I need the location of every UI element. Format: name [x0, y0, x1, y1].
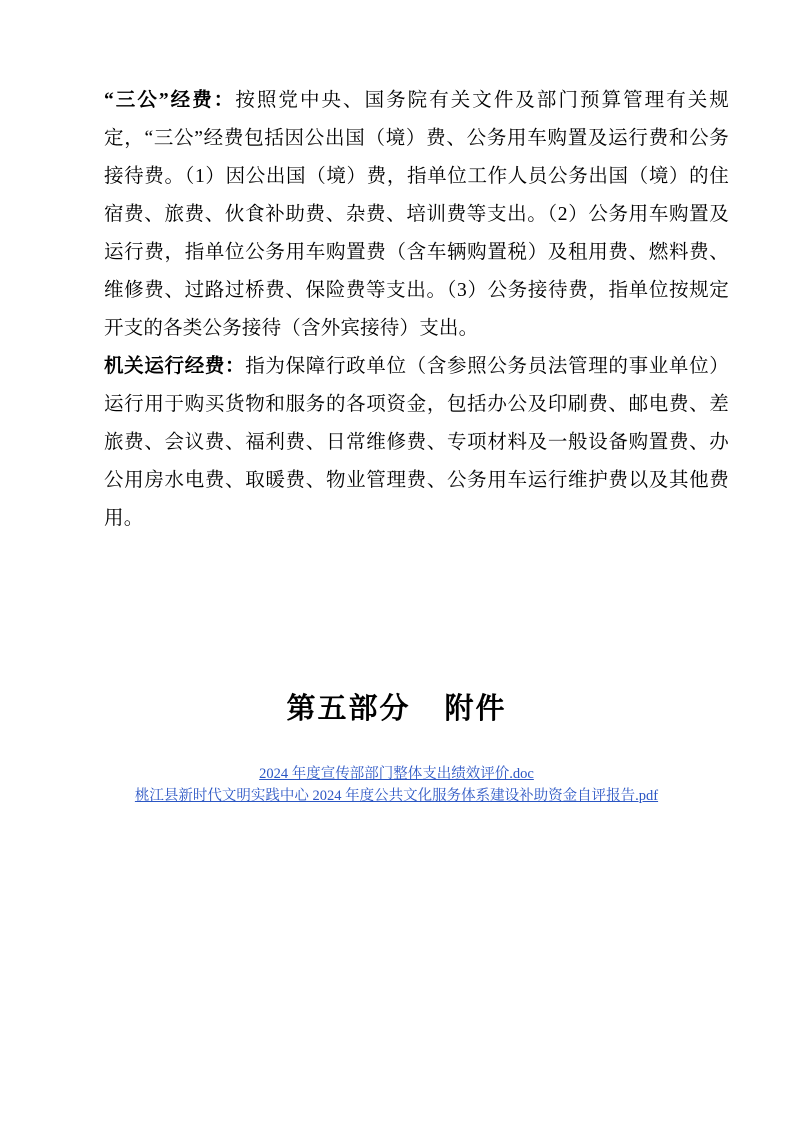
paragraph-three-public-funds — [64, 82, 729, 348]
paragraph-text: 指为保障行政单位（含参照公务员法管理的事业单位）运行用于购买货物和服务的各项资金，包括办公及印刷费、邮电费、差旅费、会议费、福利费、日常维修费、专项材料及一般设备购置费、办公用房水电费、取暖费、物业管理费、公务用车运行维护费以及其他费用。 — [104, 356, 729, 529]
attachment-link-self-evaluation-report-pdf[interactable]: 桃江县新时代文明实践中心 2024 年度公共文化服务体系建设补助资金自评报告.pdf — [134, 788, 659, 804]
attachment-list — [64, 763, 729, 807]
document-body — [64, 82, 729, 807]
paragraph-text: 按照党中央、国务院有关文件及部门预算管理有关规定，“三公”经费包括因公出国（境）费、公务用车购置及运行费和公务接待费。（1）因公出国（境）费，指单位工作人员公务出国（境）的住宿费、旅费、伙食补助费、杂费、培训费等支出。（2）公务用车购置及运行费，指单位公务用车购置费（含车辆购置税）及租用费、燃料费、维修费、过路过桥费、保险费等支出。（3）公务接待费，指单位按规定开支的各类公务接待（含外宾接待）支出。 — [104, 90, 729, 339]
section-heading-part-left: 第五部分 — [286, 693, 411, 725]
section-heading-part-right: 附件 — [444, 693, 507, 725]
attachment-link-performance-evaluation-doc[interactable]: 2024 年度宣传部部门整体支出绩效评价.doc — [259, 766, 534, 782]
paragraph-lead-term: “三公”经费： — [104, 90, 236, 111]
paragraph-agency-operating-funds — [64, 348, 729, 538]
section-heading — [64, 686, 729, 727]
paragraph-lead-term: 机关运行经费： — [104, 356, 246, 377]
